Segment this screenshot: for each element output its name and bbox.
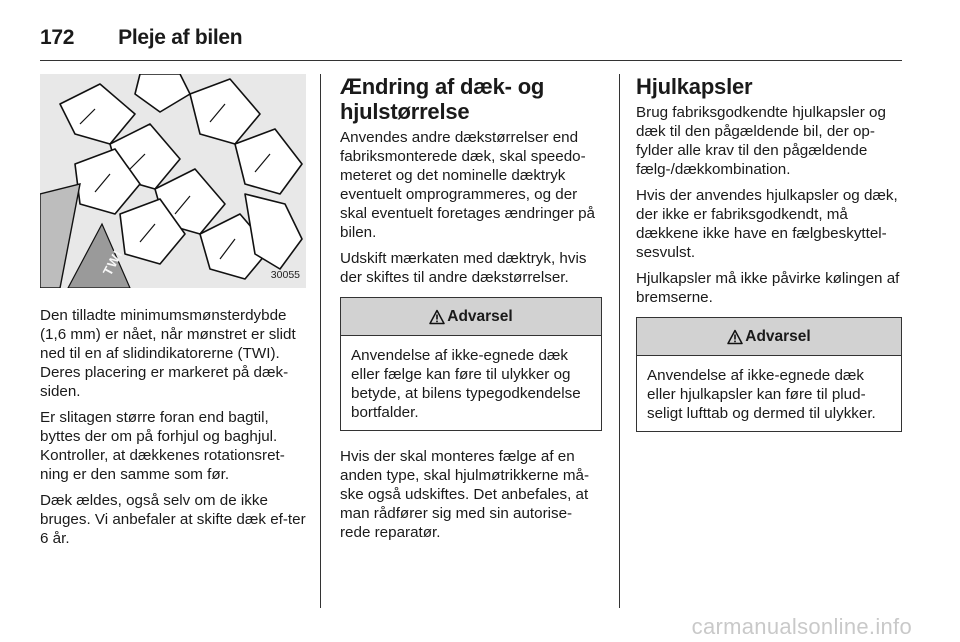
warning-header	[341, 298, 601, 336]
column-divider-2	[619, 74, 620, 608]
warning-box	[340, 297, 602, 431]
paragraph: Anvendes andre dækstørrelser end fabriksmonterede dæk, skal speedo-meteret og det nominelle dæktryk eventuelt omprogrammeres, og der skal eventuelt foretages ændringer på bilen.	[340, 129, 595, 241]
warning-triangle-icon	[429, 309, 445, 325]
left-column	[40, 74, 306, 555]
page-title: Pleje af bilen	[118, 26, 243, 49]
warning-box	[636, 317, 902, 432]
warning-title: Advarsel	[447, 308, 513, 325]
tire-tread-drawing	[40, 74, 306, 288]
paragraph: Hvis der anvendes hjulkapsler og dæk, der ikke er fabriksgodkendt, må dækkene ikke have en fælgbeskyttel-sesvulst.	[636, 187, 898, 261]
paragraph: Den tilladte minimumsmønsterdybde (1,6 mm) er nået, når mønstret er slidt ned til en af slidindikatorerne (TWI). Deres placering er markeret på dæk-siden.	[40, 307, 296, 400]
paragraph: Udskift mærkaten med dæktryk, hvis der skiftes til andre dækstørrelser.	[340, 250, 587, 286]
paragraph: Hjulkapsler må ikke påvirke kølingen af bremserne.	[636, 270, 900, 306]
paragraph: Er slitagen større foran end bagtil, byttes der om på forhjul og baghjul. Kontroller, at dækkenes rotationsret-ning er den samme som før.	[40, 409, 285, 483]
section-heading: Ændring af dæk- og hjulstørrelse	[340, 74, 545, 124]
warning-text: Anvendelse af ikke-egnede dæk eller fælge kan føre til ulykker og betyde, at bilens typegodkendelse bortfalder.	[351, 347, 581, 421]
figure-number: 30055	[270, 269, 300, 281]
warning-triangle-icon	[727, 329, 743, 345]
page-number: 172	[40, 26, 75, 49]
paragraph: Hvis der skal monteres fælge af en anden type, skal hjulmøtrikkerne må-ske også udskiftes. Det anbefales, at man rådfører sig med sin autorise-rede reparatør.	[340, 448, 590, 541]
paragraph: Dæk ældes, også selv om de ikke bruges. Vi anbefaler at skifte dæk ef-ter 6 år.	[40, 492, 306, 547]
warning-text: Anvendelse af ikke-egnede dæk eller hjulkapsler kan føre til plud-seligt lufttab og dermed til ulykker.	[647, 367, 876, 422]
paragraph: Brug fabriksgodkendte hjulkapsler og dæk til den pågældende bil, der op-fylder alle krav til den pågældende fælg-/dækkombination.	[636, 104, 886, 178]
warning-title: Advarsel	[745, 328, 811, 345]
twi-mark: TWI	[99, 247, 126, 278]
watermark: carmanualsonline.info	[691, 614, 912, 639]
middle-column	[340, 74, 602, 549]
right-column	[636, 74, 902, 448]
section-heading: Hjulkapsler	[636, 74, 753, 99]
header-divider	[40, 60, 902, 61]
page-header	[40, 18, 902, 58]
tire-tread-illustration	[40, 74, 306, 288]
column-divider-1	[320, 74, 321, 608]
warning-header	[637, 318, 901, 356]
